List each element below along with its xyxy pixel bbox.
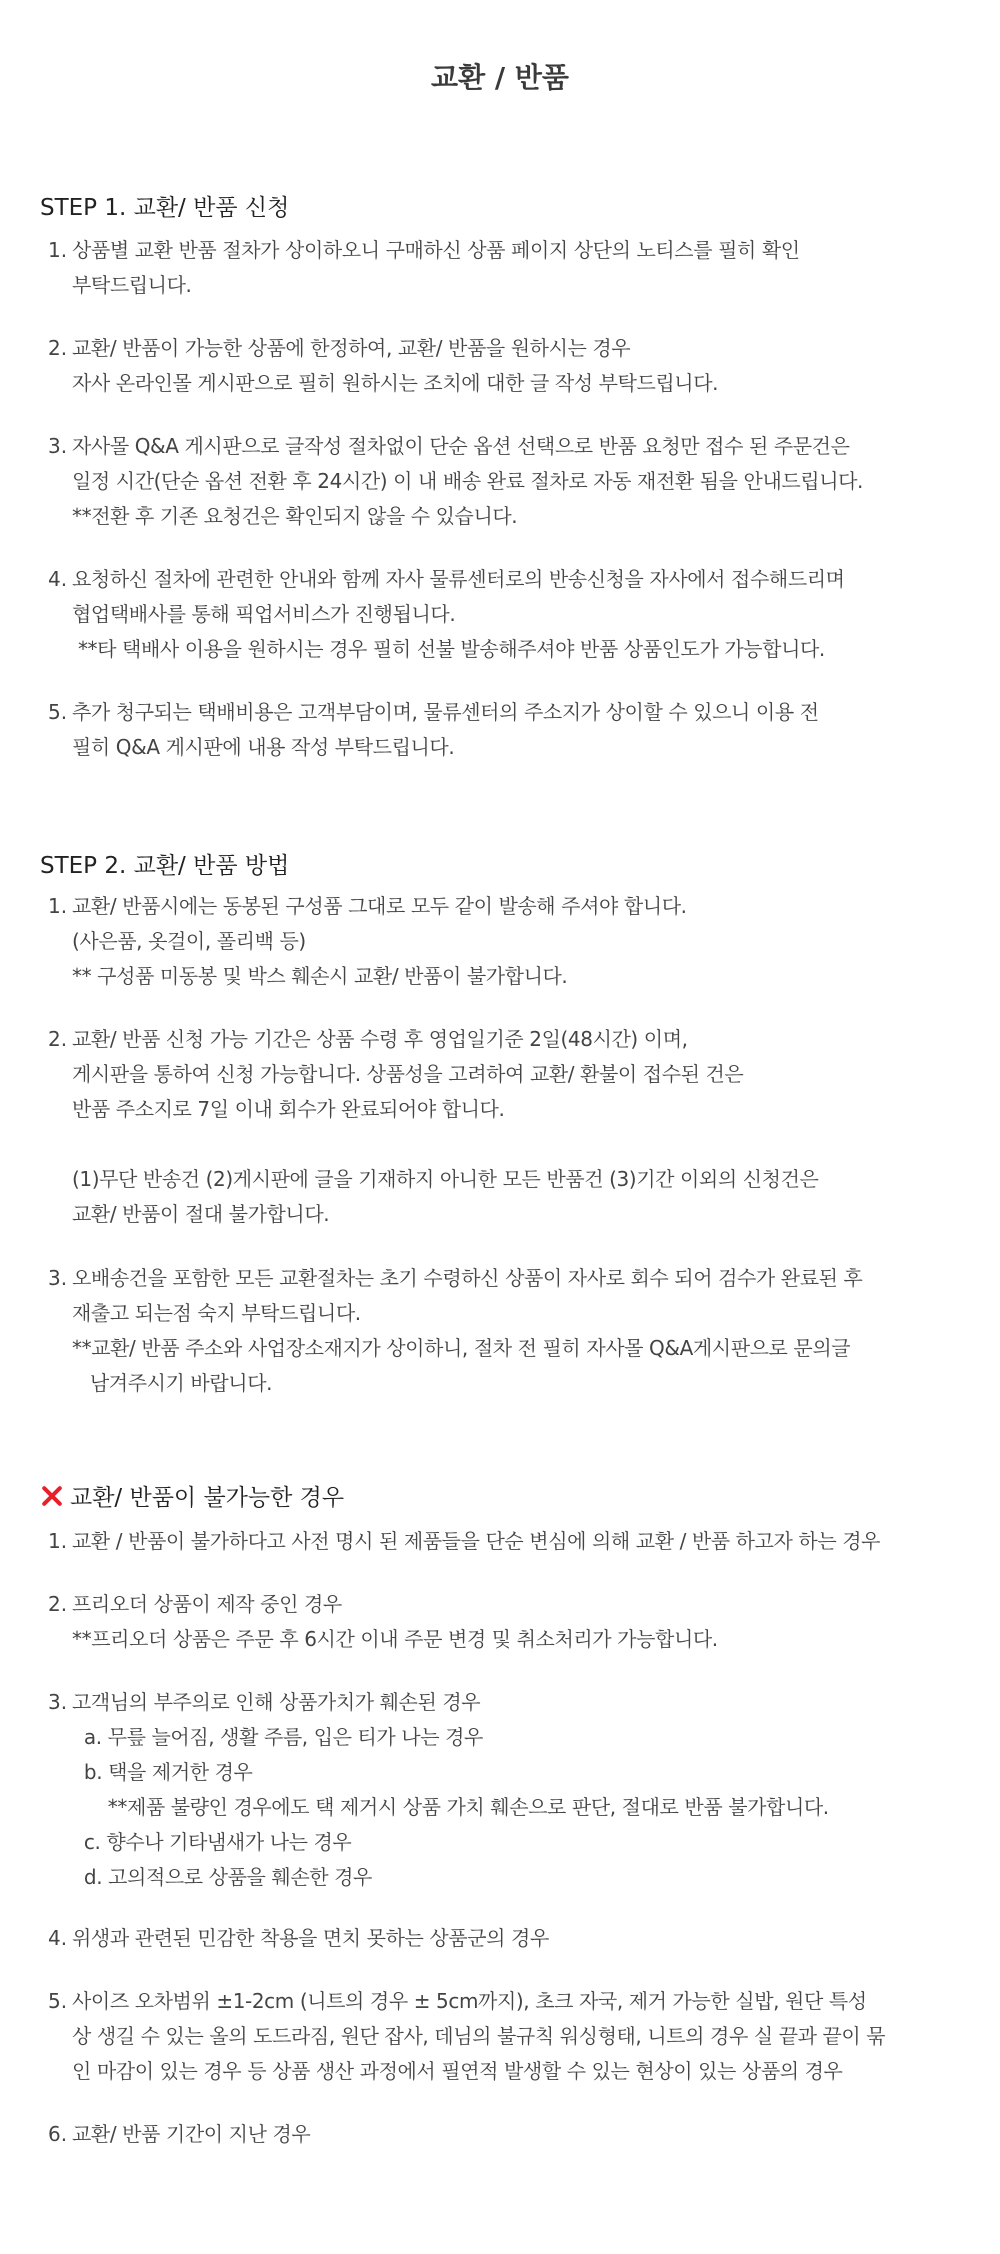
list-item-line: 교환/ 반품시에는 동봉된 구성품 그대로 모두 같이 발송해 주셔야 합니다. [72, 894, 687, 918]
list-item-line: 자사 온라인몰 게시판으로 필히 원하시는 조치에 대한 글 작성 부탁드립니다. [72, 371, 719, 395]
list-item-line: 위생과 관련된 민감한 착용을 면치 못하는 상품군의 경우 [72, 1926, 549, 1950]
list-item-line: 사이즈 오차범위 ±1-2cm (니트의 경우 ± 5cm까지), 초크 자국, 제거 가능한 실밥, 원단 특성 [72, 1989, 867, 2013]
red-x-icon [40, 1485, 62, 1507]
no-return-heading-text: 교환/ 반품이 불가능한 경우 [70, 1485, 345, 1511]
list-item-number: 4. [48, 1926, 68, 1950]
list-item-line: 반품 주소지로 7일 이내 회수가 완료되어야 합니다. [72, 1097, 505, 1121]
list-item-number: 2. [48, 336, 68, 360]
list-item-line: **프리오더 상품은 주문 후 6시간 이내 주문 변경 및 취소처리가 가능합니다. [72, 1627, 718, 1651]
list-item-line: 교환/ 반품이 가능한 상품에 한정하여, 교환/ 반품을 원하시는 경우 [72, 336, 631, 360]
list-item-line: 프리오더 상품이 제작 중인 경우 [72, 1592, 342, 1616]
list-item-number: 1. [48, 238, 68, 262]
list-item-number: 4. [48, 567, 68, 591]
list-item-line: 인 마감이 있는 경우 등 상품 생산 과정에서 필연적 발생할 수 있는 현상이 있는 상품의 경우 [72, 2059, 843, 2083]
list-item-line: b. 택을 제거한 경우 [72, 1760, 253, 1784]
list-item-line: 재출고 되는점 숙지 부탁드립니다. [72, 1301, 361, 1325]
list-item-number: 3. [48, 434, 68, 458]
list-item-line: 일정 시간(단순 옵션 전환 후 24시간) 이 내 배송 완료 절차로 자동 재전환 됨을 안내드립니다. [72, 469, 864, 493]
list-item-line: 필히 Q&A 게시판에 내용 작성 부탁드립니다. [72, 735, 455, 759]
list-item-number: 2. [48, 1027, 68, 1051]
no-return-heading [40, 1480, 344, 1516]
list-item-line: 교환/ 반품 기간이 지난 경우 [72, 2122, 311, 2146]
list-item-line: 상품별 교환 반품 절차가 상이하오니 구매하신 상품 페이지 상단의 노티스를 필히 확인 [72, 238, 800, 262]
list-item-line: c. 향수나 기타냄새가 나는 경우 [72, 1830, 352, 1854]
list-item-line: d. 고의적으로 상품을 훼손한 경우 [72, 1865, 372, 1889]
list-item-line: (사은품, 옷걸이, 폴리백 등) [72, 929, 306, 953]
list-item-line: 부탁드립니다. [72, 273, 192, 297]
list-item-line: (1)무단 반송건 (2)게시판에 글을 기재하지 아니한 모든 반품건 (3)기간 이외의 신청건은 [72, 1167, 819, 1191]
list-item-line: **전환 후 기존 요청건은 확인되지 않을 수 있습니다. [72, 504, 518, 528]
list-item-line: 협업택배사를 통해 픽업서비스가 진행됩니다. [72, 602, 456, 626]
list-item-line: 교환/ 반품 신청 가능 기간은 상품 수령 후 영업일기준 2일(48시간) 이며, [72, 1027, 688, 1051]
list-item-number: 3. [48, 1266, 68, 1290]
list-item-line: 게시판을 통하여 신청 가능합니다. 상품성을 고려하여 교환/ 환불이 접수된 건은 [72, 1062, 744, 1086]
list-item-number: 1. [48, 894, 68, 918]
list-item-number: 6. [48, 2122, 68, 2146]
list-item-number: 5. [48, 1989, 68, 2013]
list-item-line: a. 무릎 늘어짐, 생활 주름, 입은 티가 나는 경우 [72, 1725, 483, 1749]
list-item-line: 고객님의 부주의로 인해 상품가치가 훼손된 경우 [72, 1690, 481, 1714]
step1-heading: STEP 1. 교환/ 반품 신청 [40, 195, 290, 221]
list-item-number: 5. [48, 700, 68, 724]
list-item-line: **교환/ 반품 주소와 사업장소재지가 상이하니, 절차 전 필히 자사몰 Q&A게시판으로 문의글 [72, 1336, 851, 1360]
list-item-line: 요청하신 절차에 관련한 안내와 함께 자사 물류센터로의 반송신청을 자사에서 접수해드리며 [72, 567, 845, 591]
list-item-line: **제품 불량인 경우에도 택 제거시 상품 가치 훼손으로 판단, 절대로 반품 불가합니다. [72, 1795, 829, 1819]
list-item-line: 오배송건을 포함한 모든 교환절차는 초기 수령하신 상품이 자사로 회수 되어 검수가 완료된 후 [72, 1266, 863, 1290]
list-item-line: ** 구성품 미동봉 및 박스 훼손시 교환/ 반품이 불가합니다. [72, 964, 568, 988]
list-item-line: 자사몰 Q&A 게시판으로 글작성 절차없이 단순 옵션 선택으로 반품 요청만 접수 된 주문건은 [72, 434, 850, 458]
list-item-line: 상 생길 수 있는 올의 도드라짐, 원단 잡사, 데님의 불규칙 워싱형태, 니트의 경우 실 끝과 끝이 묶 [72, 2024, 886, 2048]
list-item-line: 교환 / 반품이 불가하다고 사전 명시 된 제품들을 단순 변심에 의해 교환 / 반품 하고자 하는 경우 [72, 1529, 881, 1553]
list-item-line: 추가 청구되는 택배비용은 고객부담이며, 물류센터의 주소지가 상이할 수 있으니 이용 전 [72, 700, 819, 724]
list-item-number: 3. [48, 1690, 68, 1714]
list-item-number: 1. [48, 1529, 68, 1553]
list-item-line: 남겨주시기 바랍니다. [72, 1371, 273, 1395]
page-title: 교환 / 반품 [431, 61, 569, 94]
list-item-line: **타 택배사 이용을 원하시는 경우 필히 선불 발송해주셔야 반품 상품인도가 가능합니다. [72, 637, 825, 661]
step2-heading: STEP 2. 교환/ 반품 방법 [40, 853, 290, 879]
list-item-line: 교환/ 반품이 절대 불가합니다. [72, 1202, 330, 1226]
list-item-number: 2. [48, 1592, 68, 1616]
